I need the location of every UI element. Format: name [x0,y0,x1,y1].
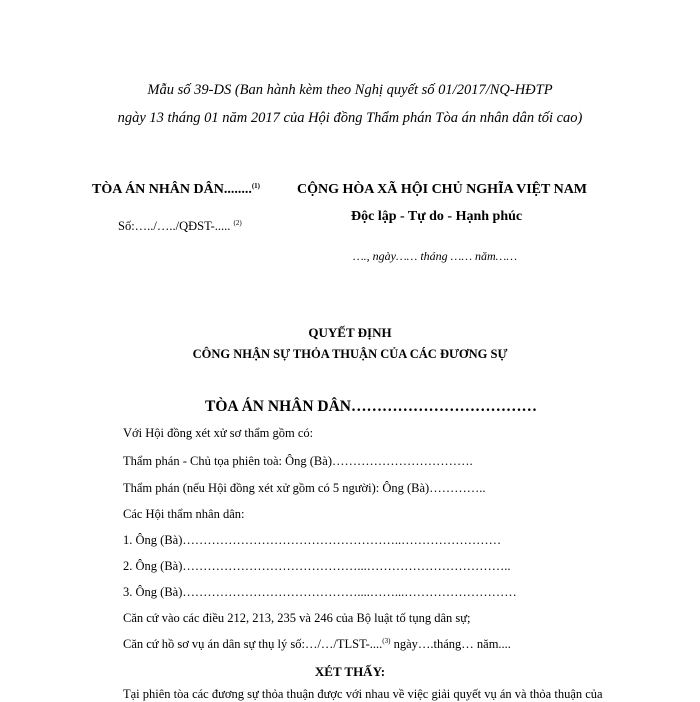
decision-title: QUYẾT ĐỊNH [308,325,392,340]
date-line: …., ngày…… tháng …… năm…… [353,249,518,263]
country-name: CỘNG HÒA XÃ HỘI CHỦ NGHĨA VIỆT NAM [297,182,588,197]
assessor-1-line: 1. Ông (Bà)……………………………………………..…………………… [123,533,502,547]
assessor-3-line: 3. Ông (Bà)……………………………………....……...……………………… [123,585,517,599]
case-file-suffix: ngày….tháng… năm.... [390,637,511,651]
findings-heading: XÉT THẤY: [314,664,386,679]
footnote-3: (3) [382,637,391,645]
panel-intro: Với Hội đồng xét xử sơ thẩm gồm có: [123,426,314,440]
decision-subtitle: CÔNG NHẬN SỰ THỎA THUẬN CỦA CÁC ĐƯƠNG SỰ [192,347,508,361]
court-heading: TÒA ÁN NHÂN DÂN……………………………… [205,398,537,415]
legal-basis-line: Căn cứ vào các điều 212, 213, 235 và 246 của Bộ luật tố tụng dân sự; [123,611,471,625]
presiding-judge-line: Thẩm phán - Chủ tọa phiên toà: Ông (Bà)……………………………. [123,454,473,468]
case-file-line [123,637,511,652]
decision-number [118,219,242,234]
case-file-prefix: Căn cứ hồ sơ vụ án dân sự thụ lý số:…/…/TLST-.... [123,637,383,651]
template-note-line1: Mẫu số 39-DS (Ban hành kèm theo Nghị quyết số 01/2017/NQ-HĐTP [147,82,553,98]
national-motto: Độc lập - Tự do - Hạnh phúc [351,209,523,224]
decision-number-text: Số:…../…../QĐST-..... [118,219,231,233]
assessor-2-line: 2. Ông (Bà)……………………………………...…………………………….. [123,559,511,573]
judge-five-member-line: Thẩm phán (nếu Hội đồng xét xử gồm có 5 người): Ông (Bà)………….. [123,481,486,495]
court-name-header [92,182,260,198]
footnote-2: (2) [233,219,242,227]
template-note-line2: ngày 13 tháng 01 năm 2017 của Hội đồng Thẩm phán Tòa án nhân dân tối cao) [117,110,583,126]
assessors-label: Các Hội thẩm nhân dân: [123,507,245,521]
court-name-text: TÒA ÁN NHÂN DÂN........ [92,182,252,197]
footnote-1: (1) [251,182,261,190]
findings-text: Tại phiên tòa các đương sự thỏa thuận được với nhau về việc giải quyết vụ án và thỏa thuận của [123,687,603,701]
